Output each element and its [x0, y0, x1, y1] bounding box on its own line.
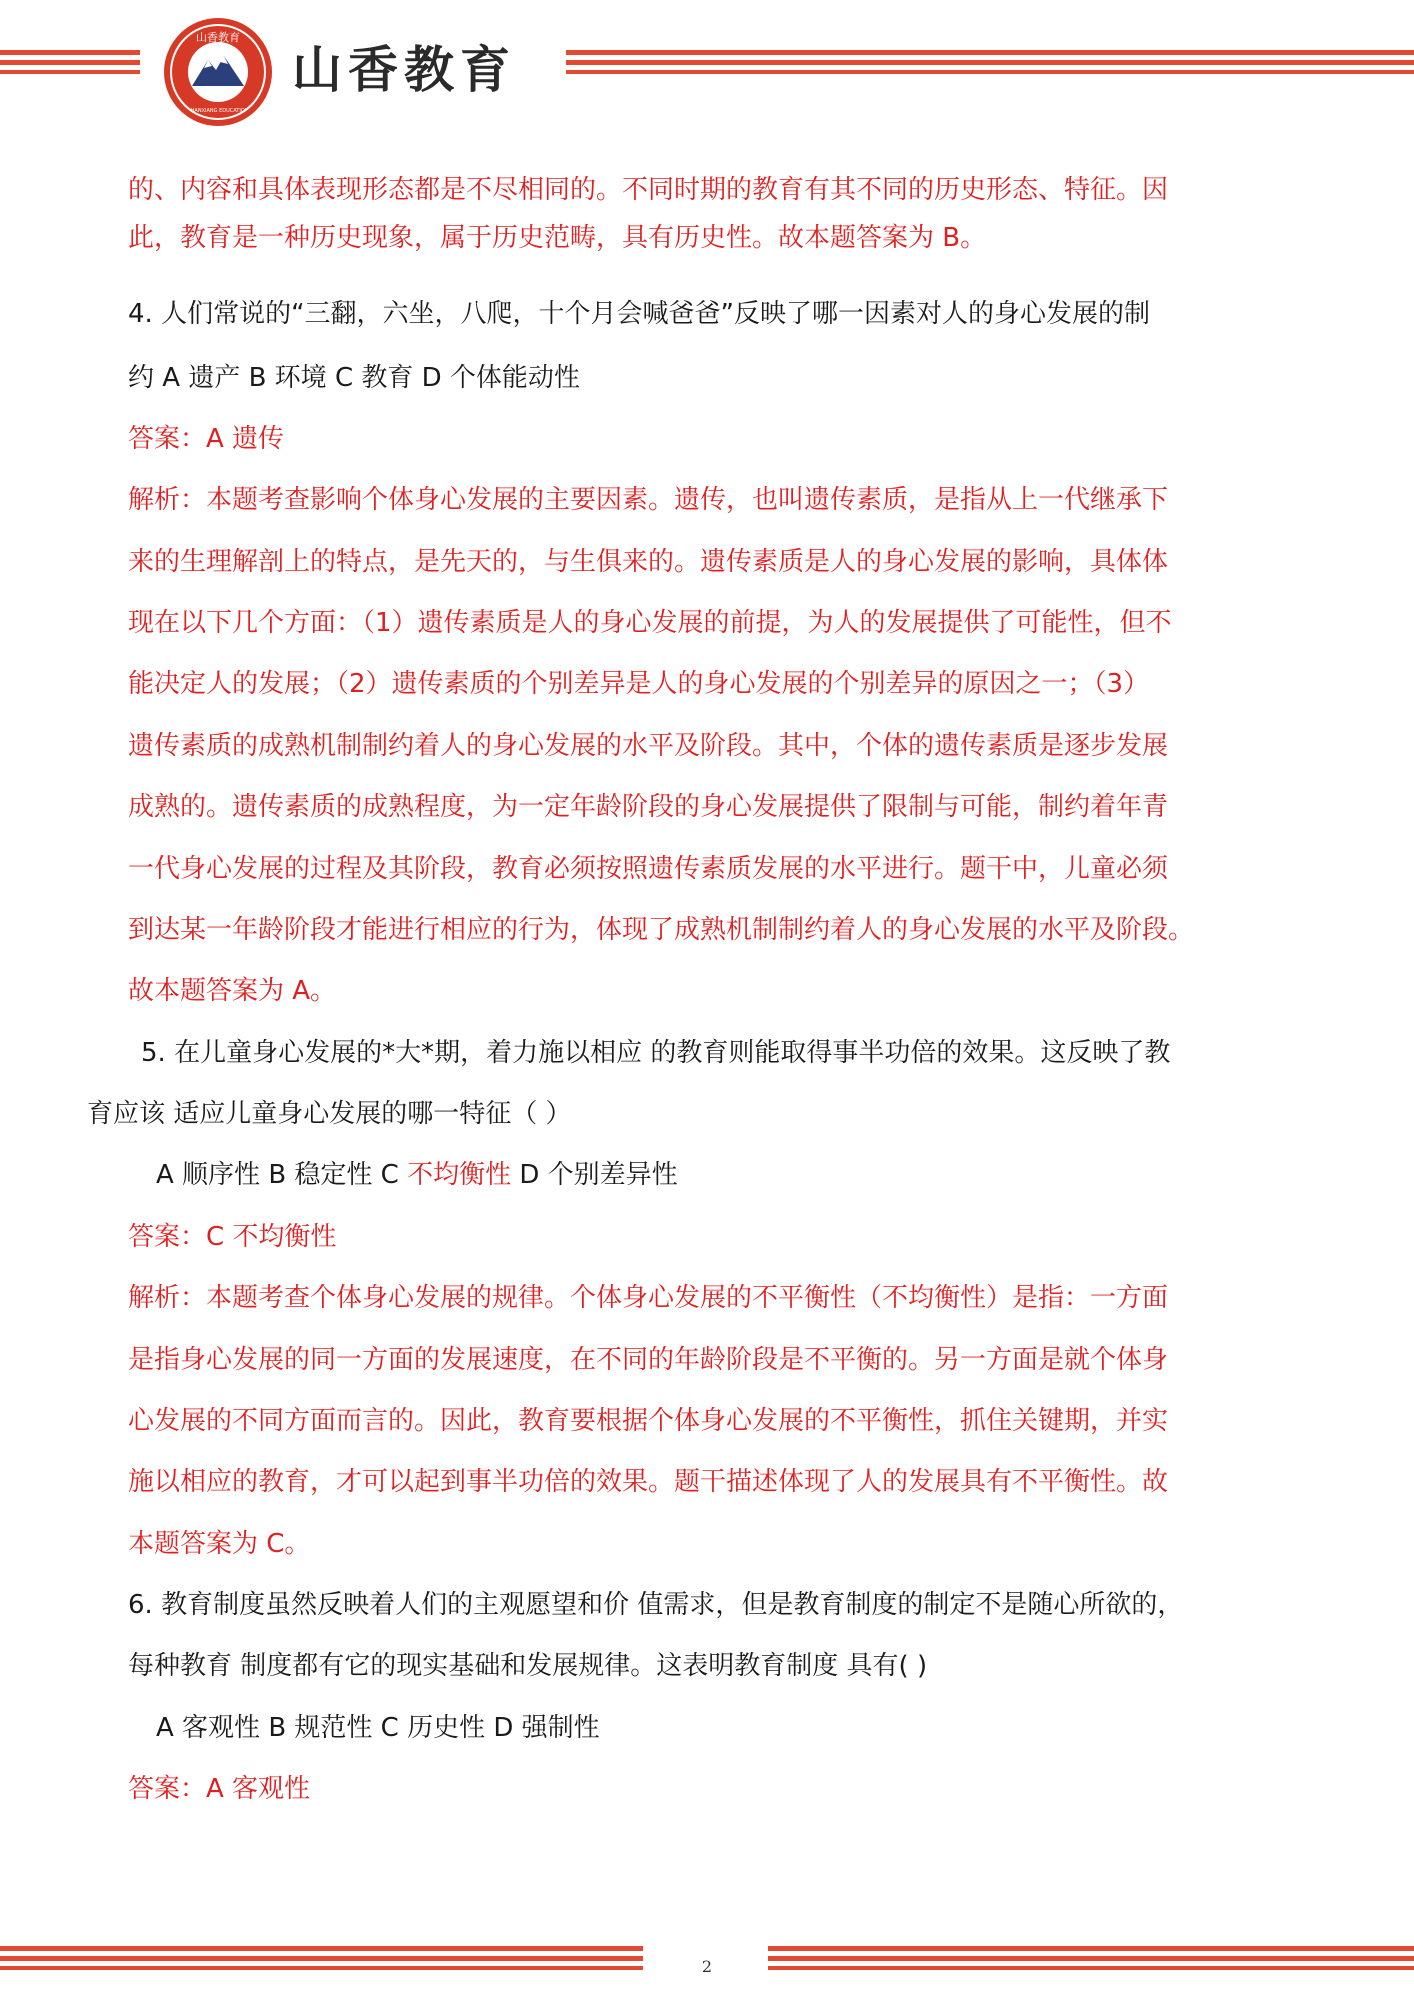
q4-analysis-line: 能决定人的发展；（2）遗传素质的个别差异是人的身心发展的个别差异的原因之一；（3）	[128, 669, 1150, 699]
q6-question-line-1: 6. 教育制度虽然反映着人们的主观愿望和价 值需求，但是教育制度的制定不是随心所欲的，	[128, 1590, 1184, 1620]
q6-question-line-2: 每种教育 制度都有它的现实基础和发展规律。这表明教育制度 具有( )	[128, 1651, 928, 1681]
q6-options: A 客观性 B 规范性 C 历史性 D 强制性	[156, 1713, 600, 1743]
q5-option-c: 不均衡性	[407, 1160, 512, 1190]
q4-question-line-2: 约 A 遗产 B 环境 C 教育 D 个体能动性	[128, 363, 580, 393]
logo-text-bottom: SHANXIANG EDUCATION	[187, 108, 249, 114]
brand-name: 山香教育	[292, 40, 516, 99]
q5-option-d: D 个别差异性	[511, 1160, 678, 1190]
q4-question-line-1: 4. 人们常说的“三翻，六坐，八爬，十个月会喊爸爸”反映了哪一因素对人的身心发展的制	[128, 299, 1151, 329]
q5-question-line-2: 育应该 适应儿童身心发展的哪一特征（ ）	[87, 1099, 572, 1129]
page-number: 2	[701, 1957, 713, 1976]
q4-answer: 答案：A 遗传	[128, 424, 285, 454]
q4-analysis-line: 遗传素质的成熟机制制约着人的身心发展的水平及阶段。其中，个体的遗传素质是逐步发展	[128, 731, 1169, 761]
q5-analysis-line: 是指身心发展的同一方面的发展速度，在不同的年龄阶段是不平衡的。另一方面是就个体身	[128, 1345, 1169, 1375]
q5-options	[156, 1158, 678, 1192]
q4-analysis-line: 成熟的。遗传素质的成熟程度，为一定年龄阶段的身心发展提供了限制与可能，制约着年青	[128, 792, 1169, 822]
q4-analysis-line: 一代身心发展的过程及其阶段，教育必须按照遗传素质发展的水平进行。题干中，儿童必须	[128, 854, 1169, 884]
q4-analysis-line: 现在以下几个方面：（1）遗传素质是人的身心发展的前提，为人的发展提供了可能性，但不	[128, 608, 1172, 638]
q5-analysis-line: 解析：本题考查个体身心发展的规律。个体身心发展的不平衡性（不均衡性）是指：一方面	[128, 1283, 1169, 1313]
q4-analysis-line: 故本题答案为 A。	[128, 976, 337, 1006]
logo-text-top: 山香教育	[196, 31, 240, 44]
mountain-logo-icon	[164, 18, 272, 126]
q4-analysis-line: 来的生理解剖上的特点，是先天的，与生俱来的。遗传素质是人的身心发展的影响，具体体	[128, 547, 1169, 577]
q5-analysis-line: 心发展的不同方面而言的。因此，教育要根据个体身心发展的不平衡性，抓住关键期，并实	[128, 1406, 1169, 1436]
q4-analysis-line: 解析：本题考查影响个体身心发展的主要因素。遗传，也叫遗传素质，是指从上一代继承下	[128, 485, 1169, 515]
q5-analysis-line: 施以相应的教育，才可以起到事半功倍的效果。题干描述体现了人的发展具有不平衡性。故	[128, 1467, 1169, 1497]
header-stripes-left	[0, 50, 140, 80]
q5-analysis-line: 本题答案为 C。	[128, 1529, 311, 1559]
q4-analysis-line: 到达某一年龄阶段才能进行相应的行为，体现了成熟机制制约着人的身心发展的水平及阶段。	[128, 915, 1195, 945]
q5-answer: 答案：C 不均衡性	[128, 1222, 337, 1252]
header-stripes-right	[566, 50, 1414, 80]
q6-answer: 答案：A 客观性	[128, 1774, 311, 1804]
continuation-line-2: 此，教育是一种历史现象，属于历史范畴，具有历史性。故本题答案为 B。	[128, 223, 987, 253]
q5-options-ab: A 顺序性 B 稳定性 C	[156, 1160, 408, 1190]
q5-question-line-1: 5. 在儿童身心发展的*大*期，着力施以相应 的教育则能取得事半功倍的效果。这反映了教	[141, 1038, 1171, 1068]
continuation-line-1: 的、内容和具体表现形态都是不尽相同的。不同时期的教育有其不同的历史形态、特征。因	[128, 175, 1169, 205]
